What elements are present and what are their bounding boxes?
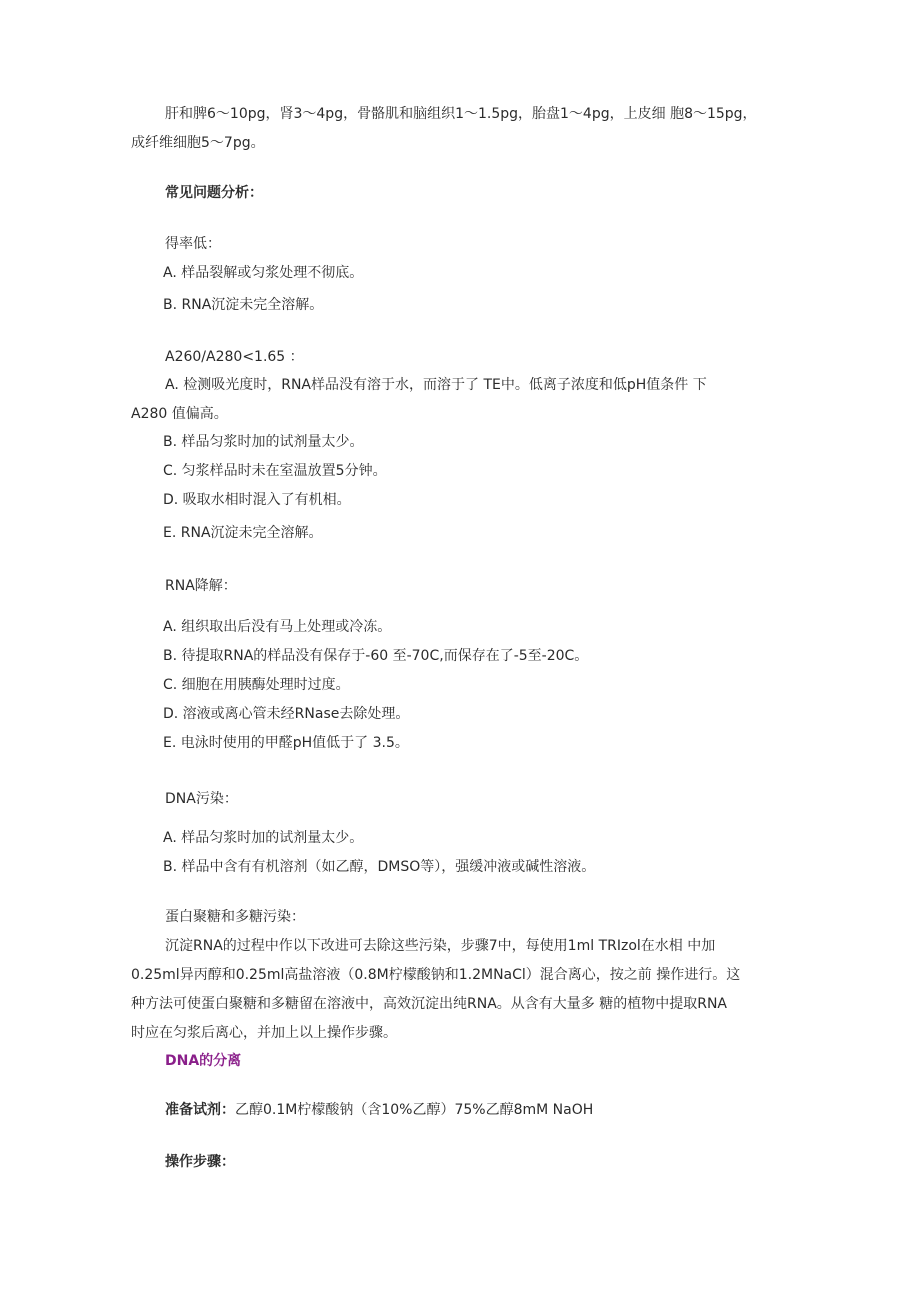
dna-contamination-item: B. 样品中含有有机溶剂（如乙醇，DMSO等），强缓冲液或碱性溶液。 [163, 859, 596, 875]
ratio-item: B. 样品匀浆时加的试剂量太少。 [163, 434, 364, 450]
degradation-item: E. 电泳时使用的甲醛pH值低于了 3.5。 [163, 735, 409, 751]
proteoglycan-title: 蛋白聚糖和多糖污染： [165, 909, 305, 925]
low-yield-title: 得率低： [165, 236, 221, 252]
steps-label: 操作步骤： [165, 1154, 235, 1170]
reagents-line [165, 1100, 593, 1120]
degradation-item: A. 组织取出后没有马上处理或冷冻。 [163, 619, 392, 635]
reagents-text: 乙醇0.1M柠檬酸钠（含10%乙醇）75%乙醇8mM NaOH [235, 1102, 594, 1118]
dna-contamination-title: DNA污染： [165, 791, 238, 807]
ratio-title: A260/A280<1.65 ： [165, 349, 304, 365]
dna-isolation-heading: DNA的分离 [165, 1053, 242, 1069]
proteoglycan-line: 时应在匀浆后离心，并加上以上操作步骤。 [131, 1025, 397, 1041]
yield-line-2: 成纤维细胞5～7pg。 [131, 135, 265, 151]
ratio-item-a-line2: A280 值偏高。 [131, 406, 228, 422]
faq-title: 常见问题分析： [165, 185, 263, 201]
low-yield-item: B. RNA沉淀未完全溶解。 [163, 297, 324, 313]
degradation-item: D. 溶液或离心管未经RNase去除处理。 [163, 706, 410, 722]
proteoglycan-line: 种方法可使蛋白聚糖和多糖留在溶液中，高效沉淀出纯RNA。从含有大量多 糖的植物中提取RNA [131, 996, 728, 1012]
degradation-item: C. 细胞在用胰酶处理时过度。 [163, 677, 350, 693]
ratio-item-a-line1: A. 检测吸光度时，RNA样品没有溶于水，而溶于了 TE中。低离子浓度和低pH值条件 下 [165, 377, 707, 393]
dna-contamination-item: A. 样品匀浆时加的试剂量太少。 [163, 830, 364, 846]
ratio-item: E. RNA沉淀未完全溶解。 [163, 525, 323, 541]
proteoglycan-line: 沉淀RNA的过程中作以下改进可去除这些污染，步骤7中，每使用1ml TRIzol在水相 中加 [165, 938, 716, 954]
ratio-item: D. 吸取水相时混入了有机相。 [163, 492, 351, 508]
degradation-item: B. 待提取RNA的样品没有保存于-60 至-70C,而保存在了-5至-20C。 [163, 648, 589, 664]
yield-line-1: 肝和脾6～10pg，肾3～4pg，骨骼肌和脑组织1～1.5pg，胎盘1～4pg，上皮细 胞8～15pg， [165, 106, 757, 122]
reagents-label: 准备试剂： [165, 1102, 235, 1118]
proteoglycan-line: 0.25ml异丙醇和0.25ml高盐溶液（0.8M柠檬酸钠和1.2MNaCl）混合离心，按之前 操作进行。这 [131, 967, 741, 983]
ratio-item: C. 匀浆样品时未在室温放置5分钟。 [163, 463, 387, 479]
low-yield-item: A. 样品裂解或匀浆处理不彻底。 [163, 265, 364, 281]
degradation-title: RNA降解： [165, 578, 237, 594]
